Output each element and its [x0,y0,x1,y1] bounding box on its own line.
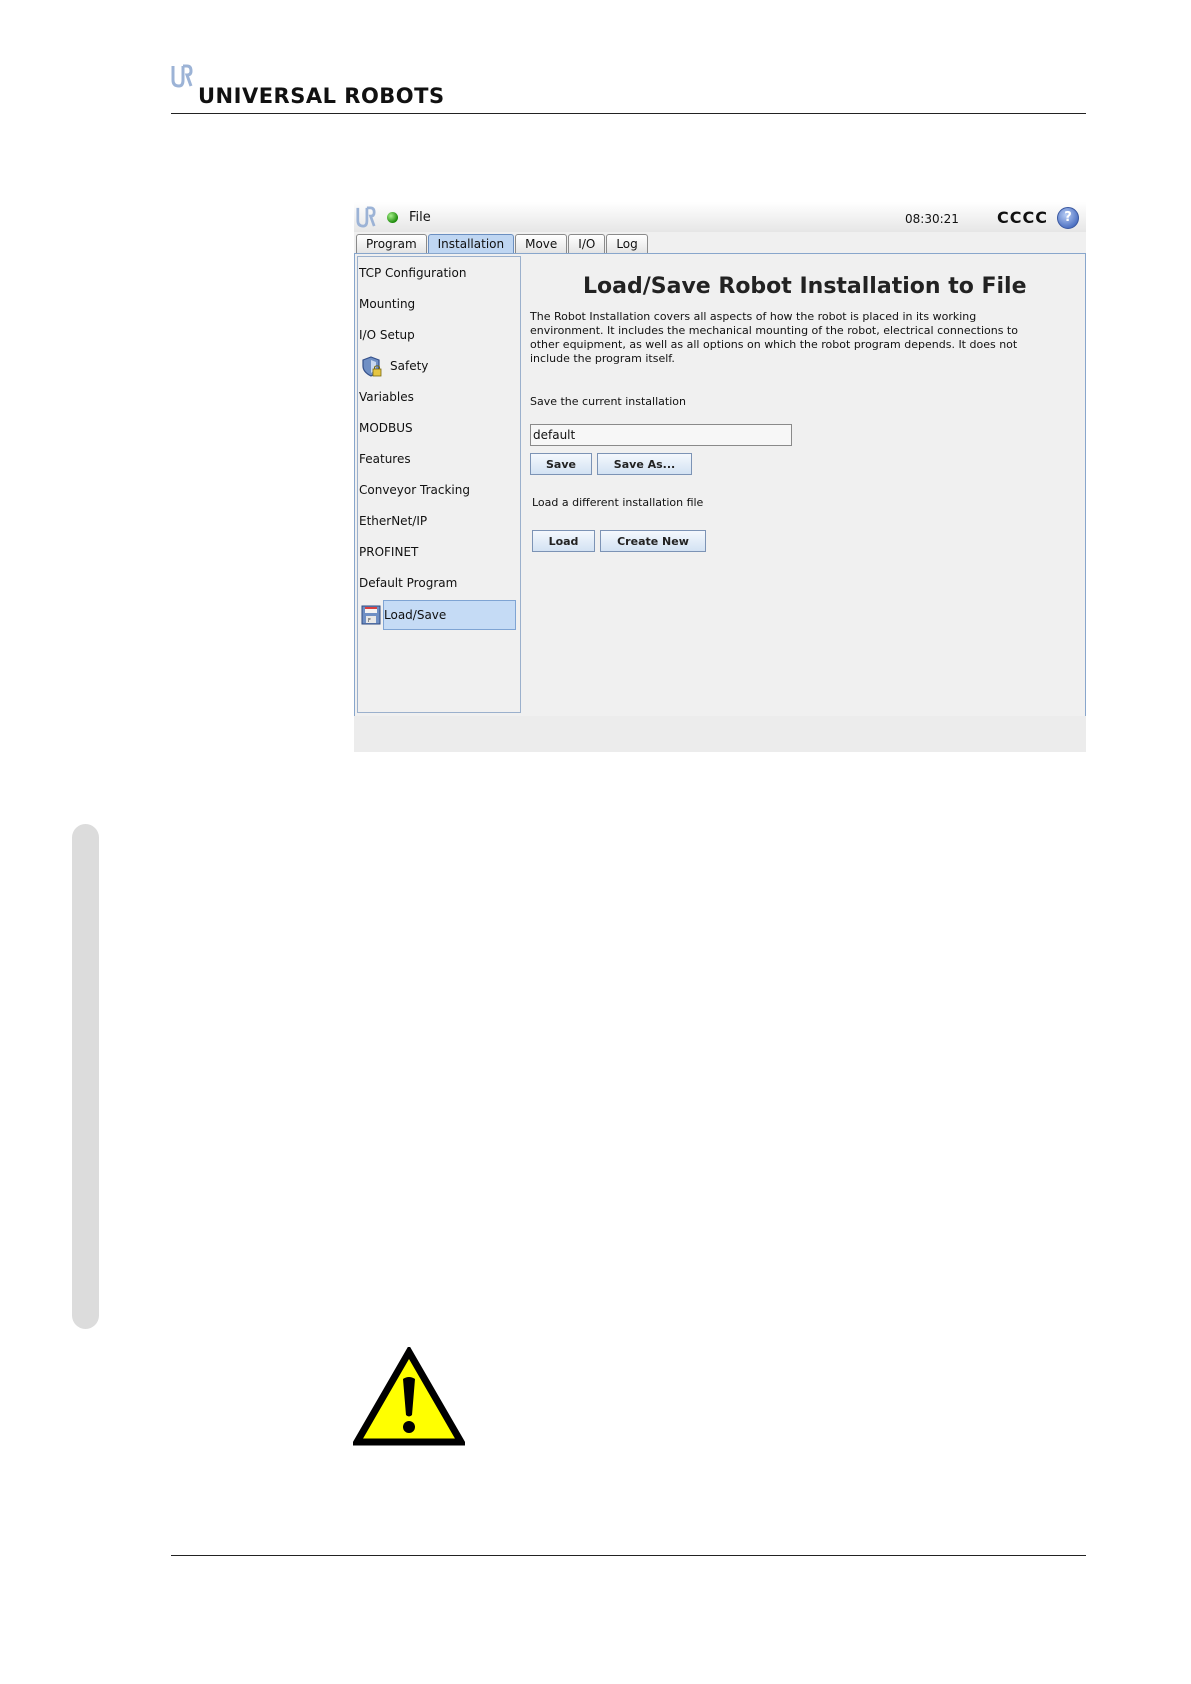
tab-installation[interactable]: Installation [428,234,514,253]
sidebar-item-safety[interactable] [358,352,520,380]
ur-logo-icon [356,206,376,228]
sidebar-item-features[interactable] [358,445,520,473]
svg-text:F: F [368,618,371,624]
sidebar-item-label: Load/Save [383,600,516,630]
save-button[interactable]: Save [530,453,592,475]
sidebar-item-label: Default Program [359,576,458,590]
sidebar-item-conveyor-tracking[interactable] [358,476,520,504]
header-divider [171,113,1086,114]
clock: 08:30:21 [905,212,959,226]
sidebar-item-label: EtherNet/IP [359,514,428,528]
sidebar-item-load-save[interactable] [358,600,520,628]
file-menu[interactable]: File [409,210,431,225]
load-button[interactable]: Load [532,530,595,552]
warning-icon [353,1347,465,1447]
sidebar-item-label: Safety [390,359,429,373]
installation-description: The Robot Installation covers all aspects of how the robot is placed in its working environment. It includes the mechanical mounting of the robot, electrical connections to other equipment, as well as all options on which the robot program depends. It does not include the program itself. [530,310,1018,365]
sidebar-item-default-program[interactable] [358,569,520,597]
sidebar-item-label: I/O Setup [359,328,415,342]
footer-divider [171,1555,1086,1556]
sidebar-item-label: PROFINET [359,545,419,559]
tab-program[interactable]: Program [356,234,427,253]
help-icon[interactable]: ? [1057,207,1079,229]
floppy-disk-icon [360,604,382,626]
brand-name: UNIVERSAL ROBOTS [198,84,445,108]
tab-io[interactable]: I/O [568,234,605,253]
sidebar-item-label: Mounting [359,297,416,311]
sidebar-item-variables[interactable] [358,383,520,411]
sidebar-item-label: TCP Configuration [359,266,467,280]
load-section-label: Load a different installation file [532,496,704,509]
sidebar-item-tcp-configuration[interactable] [358,259,520,287]
robot-status-icon [387,212,398,223]
tab-move[interactable]: Move [515,234,567,253]
robot-name: CCCC [997,208,1048,227]
sidebar-item-io-setup[interactable] [358,321,520,349]
save-section-label: Save the current installation [530,395,686,408]
page-title: Load/Save Robot Installation to File [583,274,1027,299]
main-tabs [356,234,649,254]
installation-panel [354,253,1086,717]
installation-sidebar [357,256,521,713]
create-new-button[interactable]: Create New [600,530,706,552]
save-as-button[interactable]: Save As... [597,453,692,475]
chapter-side-marker [72,824,99,1329]
top-bar [354,202,1086,232]
tab-log[interactable]: Log [606,234,647,253]
sidebar-item-label: Features [359,452,411,466]
sidebar-item-profinet[interactable] [358,538,520,566]
ur-logo-icon [171,64,193,88]
sidebar-item-label: Variables [359,390,414,404]
installation-filename-input[interactable] [530,424,792,446]
polyscope-window [354,202,1086,752]
sidebar-item-modbus[interactable] [358,414,520,442]
load-save-content [521,256,1081,711]
sidebar-item-mounting[interactable] [358,290,520,318]
bottom-status-strip [354,716,1086,752]
shield-lock-icon [361,356,383,378]
sidebar-item-label: Conveyor Tracking [359,483,470,497]
sidebar-item-label: MODBUS [359,421,413,435]
sidebar-item-ethernet-ip[interactable] [358,507,520,535]
